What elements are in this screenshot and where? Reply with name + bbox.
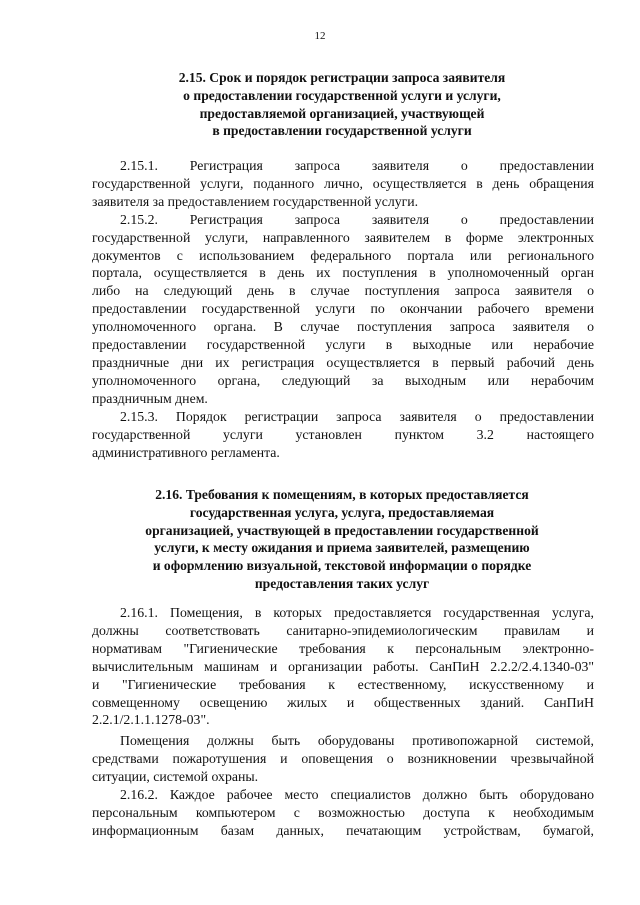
text-line: уполномоченного органа, следующий за выходным или нерабочим [92, 372, 594, 388]
text-line: ситуации, системой охраны. [92, 769, 259, 785]
heading-line: предоставляемой организацией, участвующей [199, 105, 485, 121]
text-line: предоставлении государственной услуги в выходные или нерабочие [92, 337, 594, 353]
heading-line: организацией, участвующей в предоставлении государственной [145, 522, 539, 538]
text-line: персональным компьютером с возможностью доступа к необходимым [92, 804, 594, 820]
text-line: государственной услуги, поданного лично, осуществляется в день обращения [92, 175, 594, 191]
text-line: портала, осуществляется в день их поступления в уполномоченный орган [92, 265, 594, 281]
page-number: 12 [314, 30, 326, 42]
paragraph-2-15-1 [92, 157, 594, 211]
heading-line: 2.15. Срок и порядок регистрации запроса заявителя [178, 70, 506, 85]
text-line: 2.15.2. Регистрация запроса заявителя о предоставлении [120, 211, 594, 227]
text-line: заявителя за предоставлением государственной услуги. [92, 193, 419, 209]
text-line: и "Гигиенические требования к естественному, искусственному и [92, 676, 594, 692]
heading-line: предоставления таких услуг [254, 575, 430, 591]
section-2-15-body [92, 157, 594, 461]
text-line: праздничные дни их регистрация осуществляется в первый рабочий день [92, 354, 594, 370]
text-line: 2.16.1. Помещения, в которых предоставляется государственная услуга, [120, 605, 594, 620]
text-line: праздничным днем. [92, 390, 208, 406]
text-line: 2.2.1/2.1.1.1278-03". [92, 712, 210, 728]
text-line: уполномоченного органа. В случае поступления запроса заявителя о [92, 319, 594, 335]
heading-line: государственная услуга, услуга, предоставляемая [189, 504, 495, 520]
heading-line: и оформлению визуальной, текстовой информации о порядке [152, 558, 532, 574]
paragraph-premises-equipment [92, 732, 594, 786]
heading-line: 2.16. Требования к помещениям, в которых предоставляется [155, 487, 529, 502]
text-line: 2.16.2. Каждое рабочее место специалистов должно быть оборудовано [120, 787, 594, 803]
heading-line: услуги, к месту ожидания и приема заявителей, размещению [154, 540, 530, 556]
paragraph-2-15-3 [92, 408, 594, 462]
text-line: нормативам "Гигиенические требования к персональным электронно- [92, 640, 594, 656]
text-line: информационным базам данных, печатающим устройствам, бумагой, [92, 822, 594, 838]
text-line: должны соответствовать санитарно-эпидемиологическим правилам и [92, 622, 594, 638]
text-line: государственной услуги установлен пунктом 3.2 настоящего [92, 426, 594, 442]
text-line: государственной услуги, направленного заявителем в форме электронных [92, 229, 594, 245]
text-line: административного регламента. [92, 444, 280, 460]
paragraph-2-15-2 [92, 211, 594, 408]
text-line: вычислительным машинам и организации работы. СанПиН 2.2.2/2.4.1340-03" [92, 658, 594, 674]
section-2-15-heading [88, 69, 596, 140]
text-line: Помещения должны быть оборудованы противопожарной системой, [120, 733, 594, 749]
text-line: 2.15.3. Порядок регистрации запроса заявителя о предоставлении [120, 408, 594, 424]
heading-line: о предоставлении государственной услуги и услуги, [183, 87, 501, 103]
section-2-16-body [92, 604, 594, 840]
text-line: 2.15.1. Регистрация запроса заявителя о предоставлении [120, 158, 594, 173]
text-line: совмещенному освещению жилых и общественных зданий. СанПиН [92, 694, 594, 710]
text-line: либо на следующий день в случае поступления запроса заявителя о [92, 283, 594, 299]
paragraph-2-16-2 [92, 786, 594, 840]
text-line: предоставлении государственной услуги по окончании рабочего времени [92, 301, 594, 317]
text-line: документов с использованием федерального портала или регионального [92, 247, 594, 263]
paragraph-2-16-1 [92, 604, 594, 729]
heading-line: в предоставлении государственной услуги [212, 123, 472, 139]
text-line: средствами пожаротушения и оповещения о возникновении чрезвычайной [92, 751, 594, 767]
section-2-16-heading [88, 486, 596, 593]
